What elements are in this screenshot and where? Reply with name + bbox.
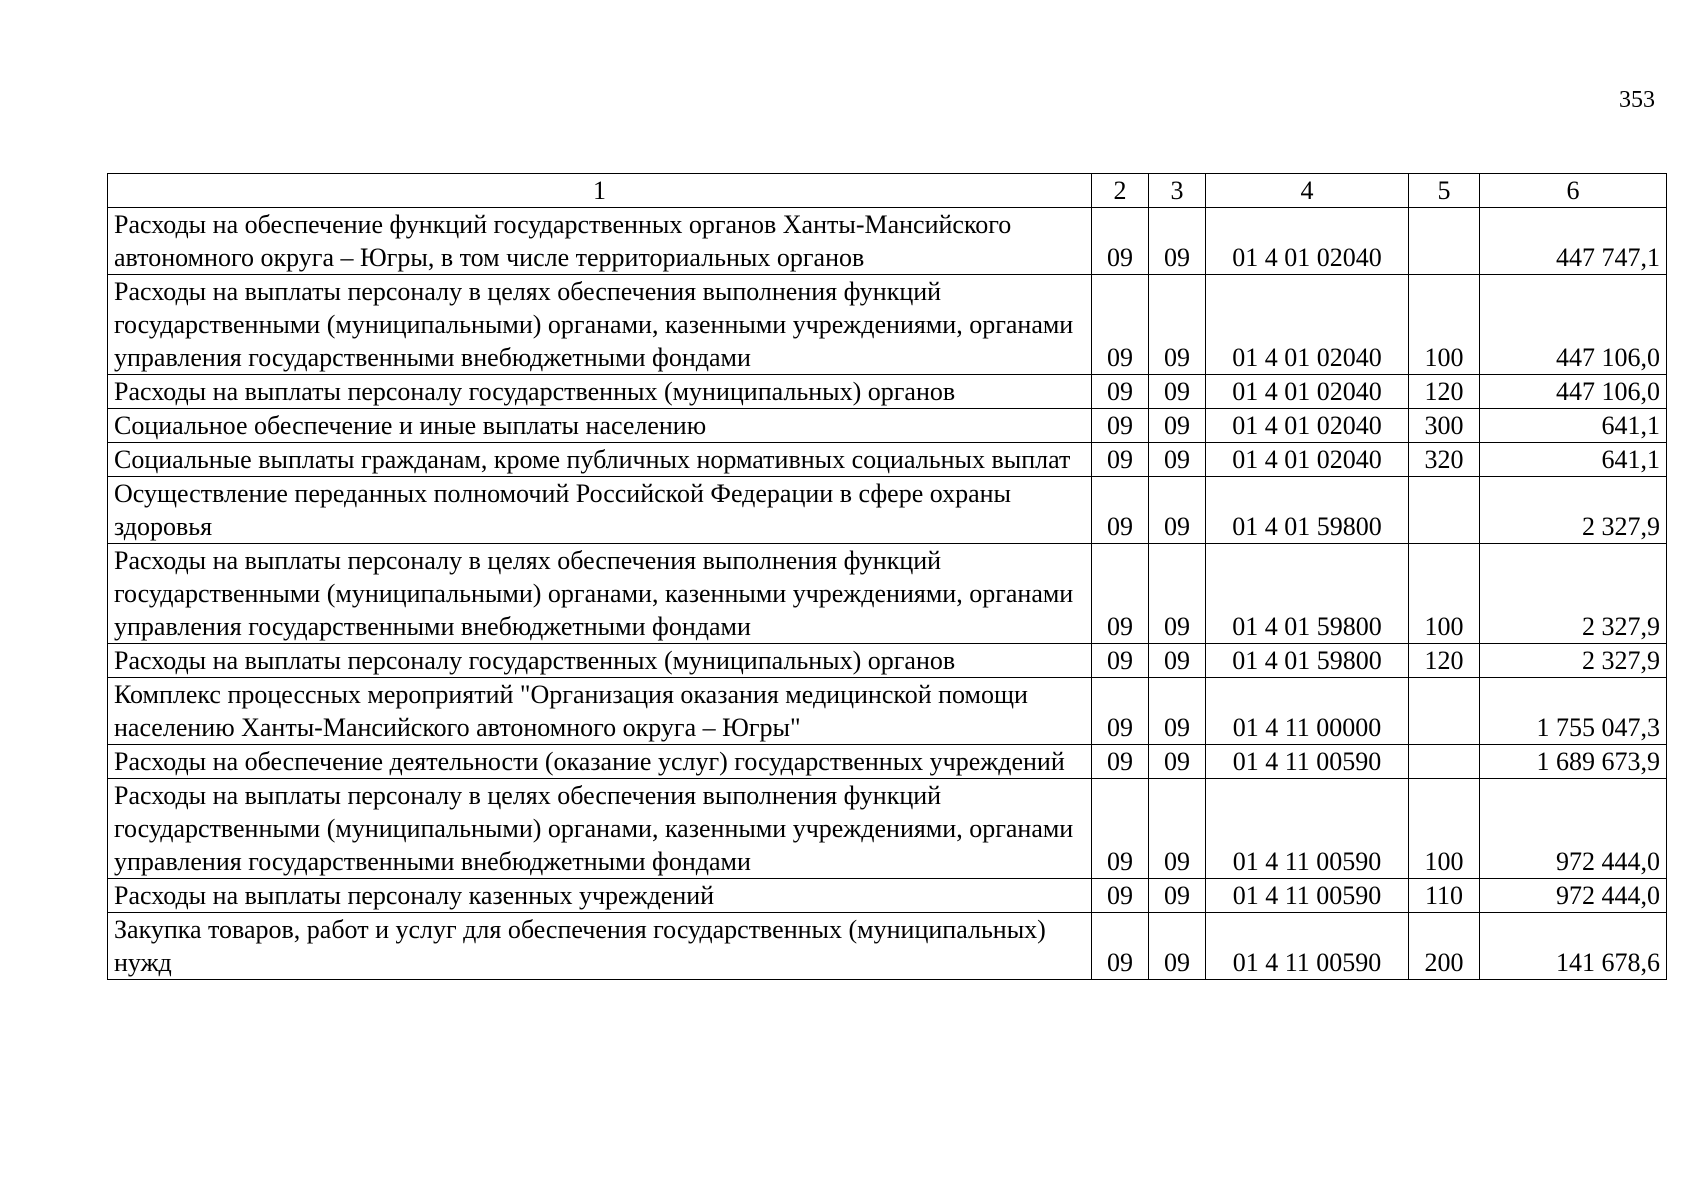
table-row — [108, 443, 1667, 477]
row-target-code: 01 4 01 02040 — [1206, 208, 1409, 275]
table-row — [108, 375, 1667, 409]
row-subsection: 09 — [1149, 375, 1206, 409]
row-amount: 447 106,0 — [1480, 275, 1667, 375]
row-expense-type — [1409, 477, 1480, 544]
row-expense-type: 320 — [1409, 443, 1480, 477]
row-expense-type: 110 — [1409, 879, 1480, 913]
row-subsection: 09 — [1149, 409, 1206, 443]
table-row — [108, 879, 1667, 913]
row-target-code: 01 4 11 00590 — [1206, 745, 1409, 779]
row-amount: 447 747,1 — [1480, 208, 1667, 275]
row-section: 09 — [1092, 644, 1149, 678]
table-body — [108, 208, 1667, 980]
table-row — [108, 678, 1667, 745]
row-expense-type — [1409, 745, 1480, 779]
row-section: 09 — [1092, 375, 1149, 409]
row-amount: 641,1 — [1480, 409, 1667, 443]
row-section: 09 — [1092, 443, 1149, 477]
header-col-2: 2 — [1092, 174, 1149, 208]
header-col-4: 4 — [1206, 174, 1409, 208]
row-name: Расходы на выплаты персоналу казенных учреждений — [108, 879, 1092, 913]
row-amount: 2 327,9 — [1480, 544, 1667, 644]
row-expense-type: 100 — [1409, 544, 1480, 644]
page-number: 353 — [1619, 87, 1655, 113]
row-amount: 1 755 047,3 — [1480, 678, 1667, 745]
row-target-code: 01 4 01 59800 — [1206, 477, 1409, 544]
table-header — [108, 174, 1667, 208]
row-expense-type: 100 — [1409, 779, 1480, 879]
table-row — [108, 544, 1667, 644]
header-col-5: 5 — [1409, 174, 1480, 208]
row-name: Социальные выплаты гражданам, кроме публичных нормативных социальных выплат — [108, 443, 1092, 477]
table-row — [108, 275, 1667, 375]
row-amount: 1 689 673,9 — [1480, 745, 1667, 779]
table-row — [108, 644, 1667, 678]
row-section: 09 — [1092, 745, 1149, 779]
row-subsection: 09 — [1149, 913, 1206, 980]
row-name: Закупка товаров, работ и услуг для обеспечения государственных (муниципальных) нужд — [108, 913, 1092, 980]
row-target-code: 01 4 01 02040 — [1206, 443, 1409, 477]
row-name: Осуществление переданных полномочий Российской Федерации в сфере охраны здоровья — [108, 477, 1092, 544]
table-row — [108, 913, 1667, 980]
row-amount: 641,1 — [1480, 443, 1667, 477]
row-name: Расходы на выплаты персоналу государственных (муниципальных) органов — [108, 644, 1092, 678]
row-target-code: 01 4 01 02040 — [1206, 275, 1409, 375]
row-name: Расходы на выплаты персоналу в целях обеспечения выполнения функций государственными (муниципальными) органами, казенными учреждениями, органами управления государственными внебюджетными фондами — [108, 275, 1092, 375]
row-subsection: 09 — [1149, 879, 1206, 913]
row-section: 09 — [1092, 477, 1149, 544]
row-target-code: 01 4 01 59800 — [1206, 544, 1409, 644]
table-row — [108, 208, 1667, 275]
row-section: 09 — [1092, 879, 1149, 913]
row-name: Расходы на обеспечение функций государственных органов Ханты-Мансийского автономного округа – Югры, в том числе территориальных органов — [108, 208, 1092, 275]
row-name: Расходы на обеспечение деятельности (оказание услуг) государственных учреждений — [108, 745, 1092, 779]
row-expense-type — [1409, 208, 1480, 275]
row-name: Комплекс процессных мероприятий "Организация оказания медицинской помощи населению Ханты-Мансийского автономного округа – Югры" — [108, 678, 1092, 745]
table-row — [108, 779, 1667, 879]
row-target-code: 01 4 01 59800 — [1206, 644, 1409, 678]
row-amount: 447 106,0 — [1480, 375, 1667, 409]
row-subsection: 09 — [1149, 779, 1206, 879]
row-section: 09 — [1092, 779, 1149, 879]
row-section: 09 — [1092, 208, 1149, 275]
row-expense-type: 300 — [1409, 409, 1480, 443]
row-expense-type: 100 — [1409, 275, 1480, 375]
row-subsection: 09 — [1149, 477, 1206, 544]
table-row — [108, 409, 1667, 443]
row-subsection: 09 — [1149, 544, 1206, 644]
row-subsection: 09 — [1149, 208, 1206, 275]
row-amount: 972 444,0 — [1480, 779, 1667, 879]
row-expense-type: 120 — [1409, 644, 1480, 678]
row-expense-type — [1409, 678, 1480, 745]
row-subsection: 09 — [1149, 745, 1206, 779]
row-section: 09 — [1092, 678, 1149, 745]
row-section: 09 — [1092, 913, 1149, 980]
row-amount: 2 327,9 — [1480, 644, 1667, 678]
row-target-code: 01 4 11 00590 — [1206, 879, 1409, 913]
header-row — [108, 174, 1667, 208]
row-subsection: 09 — [1149, 644, 1206, 678]
row-amount: 2 327,9 — [1480, 477, 1667, 544]
row-target-code: 01 4 01 02040 — [1206, 375, 1409, 409]
row-subsection: 09 — [1149, 275, 1206, 375]
row-target-code: 01 4 11 00590 — [1206, 779, 1409, 879]
row-section: 09 — [1092, 275, 1149, 375]
row-name: Социальное обеспечение и иные выплаты населению — [108, 409, 1092, 443]
row-amount: 141 678,6 — [1480, 913, 1667, 980]
budget-table — [107, 173, 1667, 980]
row-expense-type: 120 — [1409, 375, 1480, 409]
row-section: 09 — [1092, 409, 1149, 443]
row-name: Расходы на выплаты персоналу в целях обеспечения выполнения функций государственными (муниципальными) органами, казенными учреждениями, органами управления государственными внебюджетными фондами — [108, 544, 1092, 644]
row-name: Расходы на выплаты персоналу государственных (муниципальных) органов — [108, 375, 1092, 409]
row-amount: 972 444,0 — [1480, 879, 1667, 913]
row-name: Расходы на выплаты персоналу в целях обеспечения выполнения функций государственными (муниципальными) органами, казенными учреждениями, органами управления государственными внебюджетными фондами — [108, 779, 1092, 879]
row-expense-type: 200 — [1409, 913, 1480, 980]
header-col-3: 3 — [1149, 174, 1206, 208]
header-col-6: 6 — [1480, 174, 1667, 208]
row-subsection: 09 — [1149, 443, 1206, 477]
header-col-1: 1 — [108, 174, 1092, 208]
row-target-code: 01 4 11 00000 — [1206, 678, 1409, 745]
table-row — [108, 477, 1667, 544]
table-row — [108, 745, 1667, 779]
row-subsection: 09 — [1149, 678, 1206, 745]
row-target-code: 01 4 11 00590 — [1206, 913, 1409, 980]
row-target-code: 01 4 01 02040 — [1206, 409, 1409, 443]
row-section: 09 — [1092, 544, 1149, 644]
